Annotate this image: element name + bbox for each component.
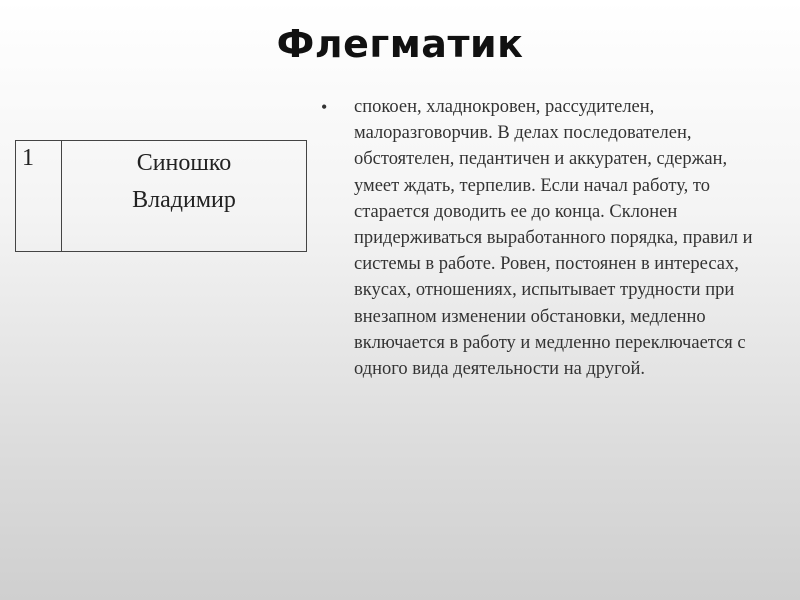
student-name-cell [62, 141, 307, 252]
bullet-icon: • [321, 97, 328, 117]
description-text: спокоен, хладнокровен, рассудителен, малоразговорчив. В делах последователен, обстоятелен, педантичен и аккуратен, сдержан, умеет ждать, терпелив. Если начал работу, то старается доводить ее до конца. Склонен придерживаться выработанного порядка, правил и системы в работе. Ровен, постоянен в интересах, вкусах, отношениях, испытывает трудности при внезапном изменении обстановки, медленно включается в работу и медленно переключается с одного вида деятельности на другой. [354, 97, 753, 380]
student-surname: Синошко [136, 150, 232, 176]
student-first-name: Владимир [132, 187, 236, 214]
description-list [318, 94, 758, 382]
student-table [15, 140, 307, 252]
list-item [318, 94, 758, 382]
table-row [16, 141, 307, 252]
row-number-cell: 1 [16, 141, 62, 252]
slide-title: Флегматик [276, 22, 524, 66]
